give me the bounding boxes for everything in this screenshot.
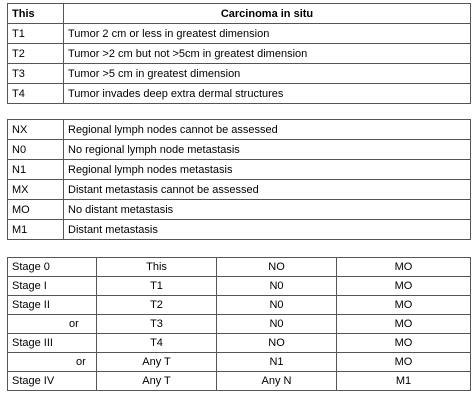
table-row bbox=[8, 180, 471, 200]
table-cell: T4 bbox=[97, 334, 217, 353]
table-cell: N0 bbox=[217, 277, 337, 296]
table-cell: Regional lymph nodes metastasis bbox=[64, 160, 471, 180]
table-header-row bbox=[8, 4, 471, 24]
table-cell: NX bbox=[8, 120, 64, 140]
table-cell: NO bbox=[217, 258, 337, 277]
table-cell: MO bbox=[8, 200, 64, 220]
stage-label: Stage II bbox=[8, 296, 97, 315]
table-cell: N0 bbox=[217, 296, 337, 315]
table-cell: Tumor 2 cm or less in greatest dimension bbox=[64, 24, 471, 44]
table-cell: No regional lymph node metastasis bbox=[64, 140, 471, 160]
table-cell: Tumor >5 cm in greatest dimension bbox=[64, 64, 471, 84]
table-cell: MX bbox=[8, 180, 64, 200]
table-cell: No distant metastasis bbox=[64, 200, 471, 220]
table-cell: T2 bbox=[8, 44, 64, 64]
column-header: This bbox=[8, 4, 64, 24]
stage-label: Stage III bbox=[8, 334, 97, 353]
table-cell: This bbox=[97, 258, 217, 277]
table-cell: MO bbox=[337, 353, 471, 372]
table-cell: N1 bbox=[217, 353, 337, 372]
table-row bbox=[8, 44, 471, 64]
table-cell: Any N bbox=[217, 372, 337, 391]
table-cell: Tumor invades deep extra dermal structures bbox=[64, 84, 471, 104]
table-cell: Distant metastasis bbox=[64, 220, 471, 240]
table-row bbox=[8, 334, 471, 353]
table-cell: MO bbox=[337, 296, 471, 315]
table-row bbox=[8, 140, 471, 160]
table-row bbox=[8, 296, 471, 315]
table-cell: M1 bbox=[8, 220, 64, 240]
column-header: Carcinoma in situ bbox=[64, 4, 471, 24]
table-cell: MO bbox=[337, 315, 471, 334]
nm-classification-table bbox=[7, 119, 471, 240]
table-cell: T1 bbox=[8, 24, 64, 44]
table-cell: NO bbox=[217, 334, 337, 353]
stage-label: or bbox=[8, 353, 97, 372]
table-cell: T1 bbox=[97, 277, 217, 296]
table-cell: N1 bbox=[8, 160, 64, 180]
table-row bbox=[8, 24, 471, 44]
table-row bbox=[8, 315, 471, 334]
table-cell: Any T bbox=[97, 372, 217, 391]
stage-label: Stage 0 bbox=[8, 258, 97, 277]
table-cell: MO bbox=[337, 277, 471, 296]
table-row bbox=[8, 353, 471, 372]
table-cell: MO bbox=[337, 334, 471, 353]
stage-label: Stage IV bbox=[8, 372, 97, 391]
table-cell: Regional lymph nodes cannot be assessed bbox=[64, 120, 471, 140]
table-cell: T3 bbox=[8, 64, 64, 84]
table-row bbox=[8, 277, 471, 296]
table-row bbox=[8, 120, 471, 140]
stage-label: or bbox=[8, 315, 97, 334]
table-cell: Tumor >2 cm but not >5cm in greatest dimension bbox=[64, 44, 471, 64]
table-cell: N0 bbox=[217, 315, 337, 334]
table-row bbox=[8, 64, 471, 84]
table-row bbox=[8, 160, 471, 180]
table-row bbox=[8, 372, 471, 391]
table-row bbox=[8, 258, 471, 277]
stage-grouping-table bbox=[7, 257, 471, 391]
table-row bbox=[8, 220, 471, 240]
table-cell: T4 bbox=[8, 84, 64, 104]
table-cell: T3 bbox=[97, 315, 217, 334]
table-cell: Any T bbox=[97, 353, 217, 372]
table-cell: MO bbox=[337, 258, 471, 277]
stage-label: Stage I bbox=[8, 277, 97, 296]
table-cell: Distant metastasis cannot be assessed bbox=[64, 180, 471, 200]
table-cell: N0 bbox=[8, 140, 64, 160]
t-classification-table bbox=[7, 3, 471, 104]
table-cell: T2 bbox=[97, 296, 217, 315]
table-row bbox=[8, 200, 471, 220]
table-row bbox=[8, 84, 471, 104]
table-cell: M1 bbox=[337, 372, 471, 391]
